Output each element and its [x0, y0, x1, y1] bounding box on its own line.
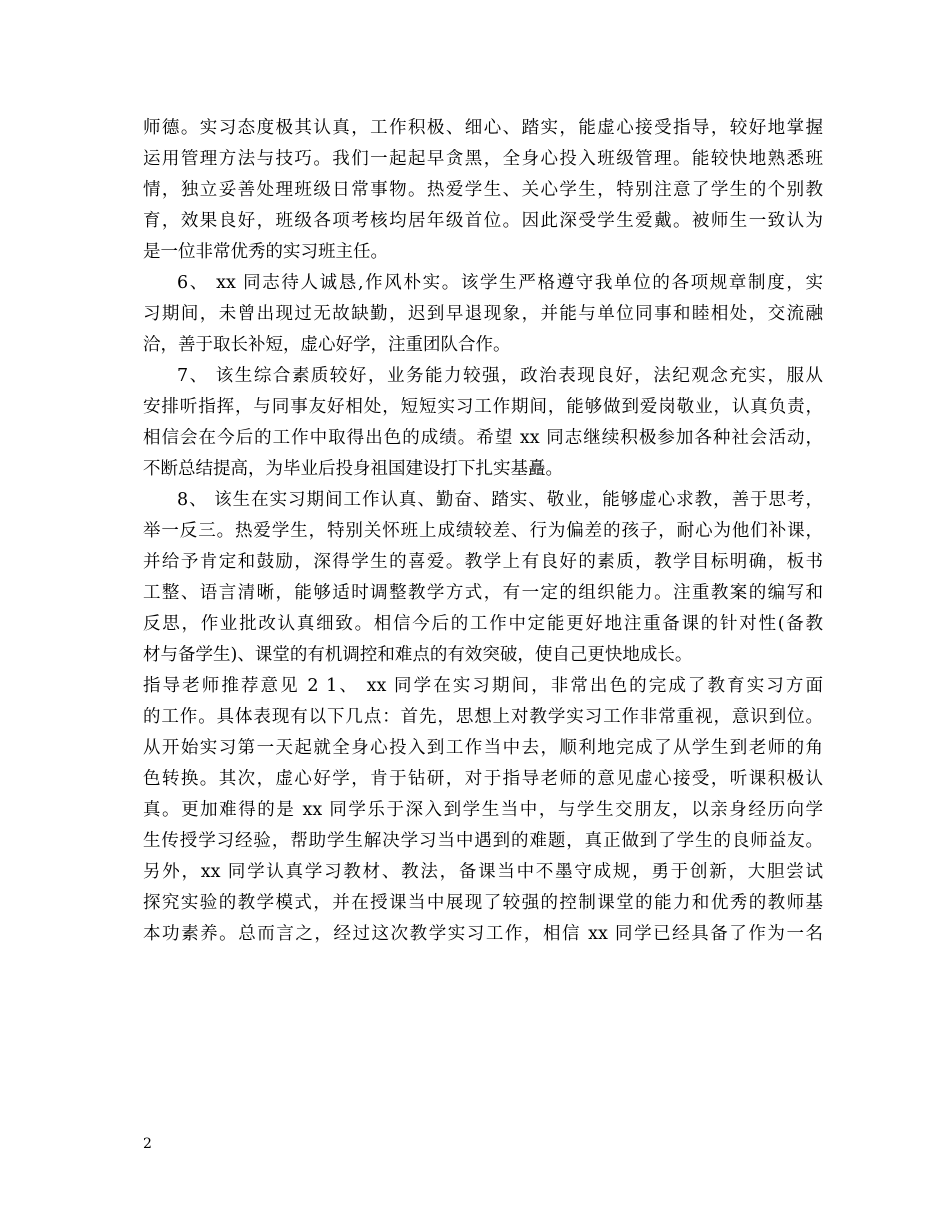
- text-line: 探究实验的教学模式，并在授课当中展现了较强的控制课堂的能力和优秀的教师基: [143, 893, 823, 913]
- text-line: 8、 该生在实习期间工作认真、勤奋、踏实、敬业，能够虚心求教，善于思考，: [177, 490, 823, 510]
- text-line: 色转换。其次，虚心好学，肯于钻研，对于指导老师的意见虚心接受，听课积极认: [143, 769, 823, 789]
- text-line: 工整、语言清晰，能够适时调整教学方式，有一定的组织能力。注重教案的编写和: [143, 583, 823, 603]
- page-number: 2: [143, 1136, 152, 1152]
- text-line: 另外，xx 同学认真学习教材、教法，备课当中不墨守成规，勇于创新，大胆尝试: [143, 862, 823, 882]
- text-line: 举一反三。热爱学生，特别关怀班上成绩较差、行为偏差的孩子，耐心为他们补课，: [143, 521, 823, 541]
- text-line: 运用管理方法与技巧。我们一起起早贪黑，全身心投入班级管理。能较快地熟悉班: [143, 149, 823, 169]
- text-line: 6、 xx 同志待人诚恳,作风朴实。该学生严格遵守我单位的各项规章制度，实: [177, 273, 823, 293]
- text-line: 材与备学生)、课堂的有机调控和难点的有效突破，使自己更快地成长。: [143, 645, 693, 665]
- text-line: 真。更加难得的是 xx 同学乐于深入到学生当中，与学生交朋友，以亲身经历向学: [143, 800, 823, 820]
- text-line: 从开始实习第一天起就全身心投入到工作当中去，顺利地完成了从学生到老师的角: [143, 738, 823, 758]
- text-line: 育，效果良好，班级各项考核均居年级首位。因此深受学生爱戴。被师生一致认为: [143, 211, 823, 231]
- text-line: 情，独立妥善处理班级日常事物。热爱学生、关心学生，特别注意了学生的个别教: [143, 180, 823, 200]
- text-line: 7、 该生综合素质较好，业务能力较强，政治表现良好，法纪观念充实，服从: [177, 366, 823, 386]
- text-line: 生传授学习经验，帮助学生解决学习当中遇到的难题，真正做到了学生的良师益友。: [143, 831, 823, 851]
- text-line: 安排听指挥，与同事友好相处，短短实习工作期间，能够做到爱岗敬业，认真负责，: [143, 397, 823, 417]
- text-line: 师德。实习态度极其认真，工作积极、细心、踏实，能虚心接受指导，较好地掌握: [143, 118, 823, 138]
- text-line: 习期间，未曾出现过无故缺勤，迟到早退现象，并能与单位同事和睦相处，交流融: [143, 304, 823, 324]
- text-line: 并给予肯定和鼓励，深得学生的喜爱。教学上有良好的素质，教学目标明确，板书: [143, 552, 823, 572]
- text-line: 反思，作业批改认真细致。相信今后的工作中定能更好地注重备课的针对性(备教: [143, 614, 823, 634]
- text-line: 指导老师推荐意见 2 1、 xx 同学在实习期间，非常出色的完成了教育实习方面: [143, 676, 823, 696]
- text-line: 相信会在今后的工作中取得出色的成绩。希望 xx 同志继续积极参加各种社会活动，: [143, 428, 823, 448]
- text-line: 洽，善于取长补短，虚心好学，注重团队合作。: [143, 335, 511, 355]
- text-line: 不断总结提高，为毕业后投身祖国建设打下扎实基矗。: [143, 459, 563, 479]
- text-line: 的工作。具体表现有以下几点：首先，思想上对教学实习工作非常重视，意识到位。: [143, 707, 823, 727]
- text-line: 本功素养。总而言之，经过这次教学实习工作，相信 xx 同学已经具备了作为一名: [143, 924, 823, 944]
- text-line: 是一位非常优秀的实习班主任。: [143, 242, 388, 262]
